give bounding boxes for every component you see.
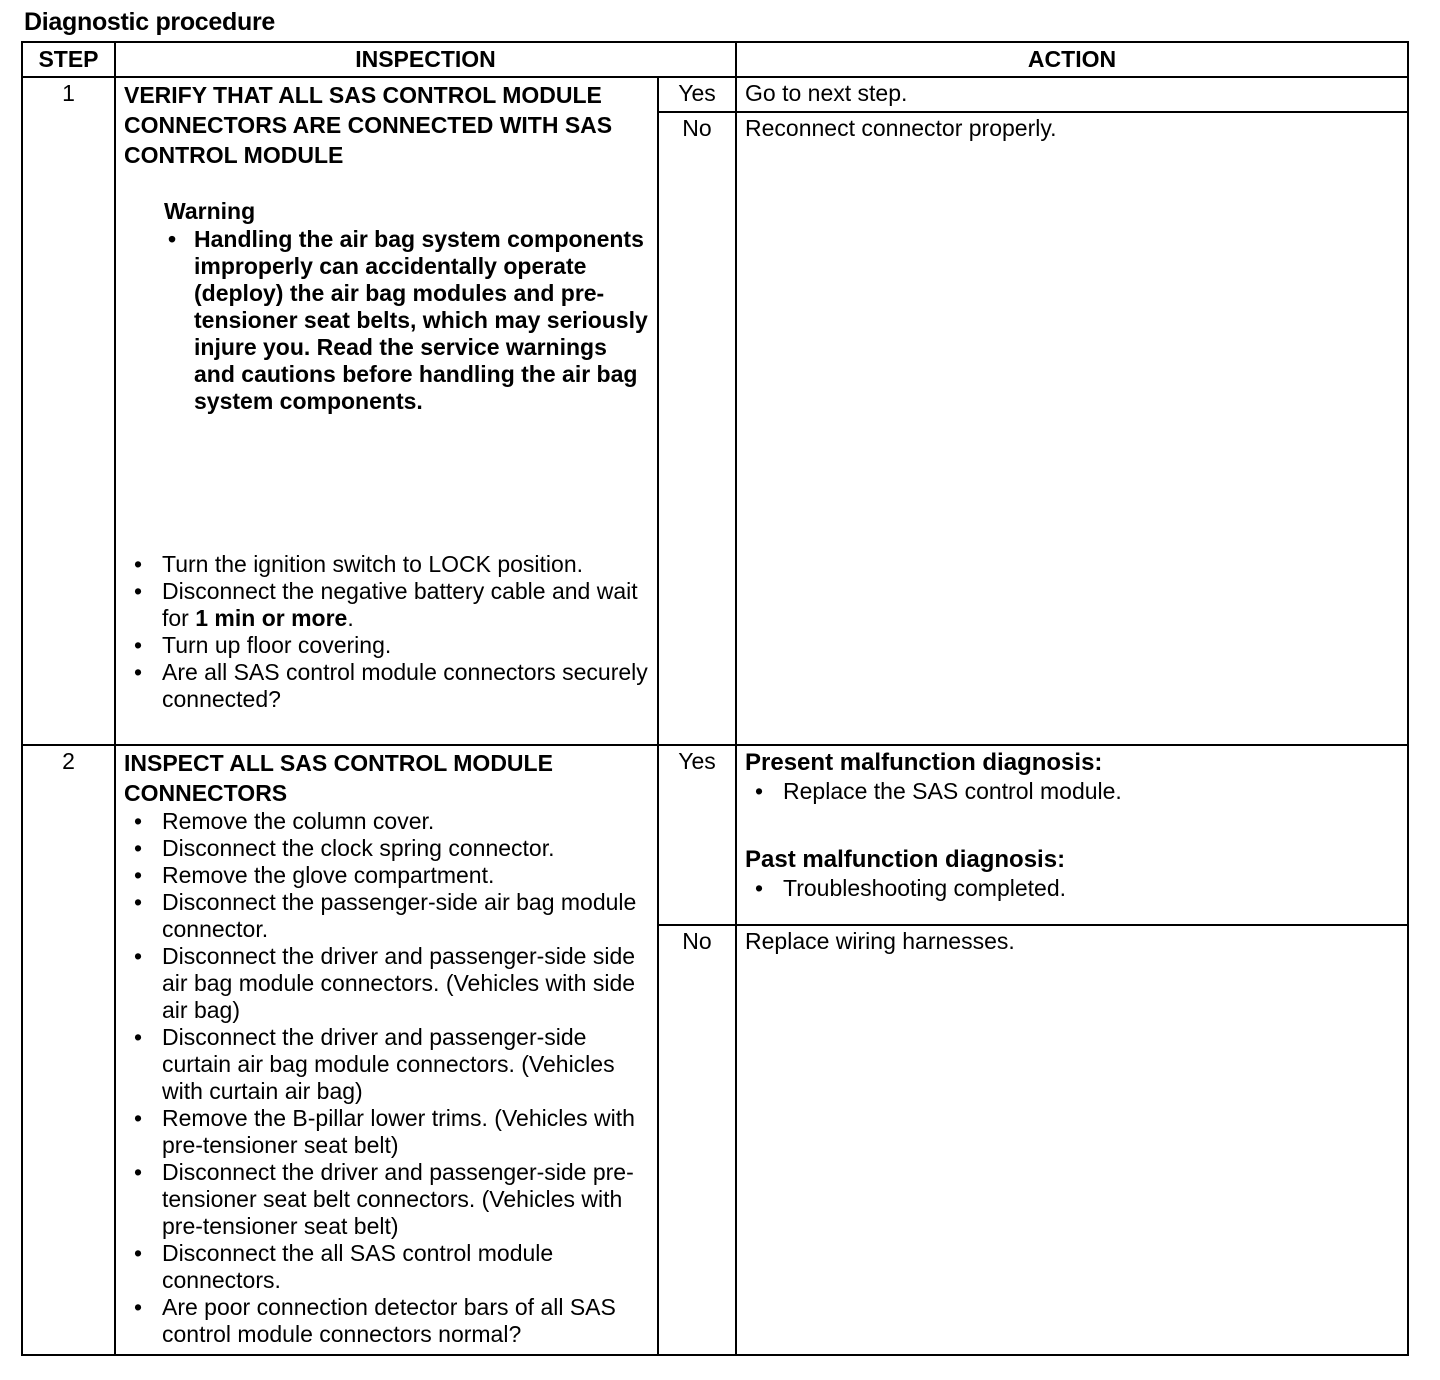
time-emphasis: 1 min or more [195, 605, 348, 631]
step-inspection [115, 745, 658, 1355]
no-label: No [658, 925, 736, 1355]
step-number: 2 [22, 745, 115, 1355]
list-item: • Disconnect the driver and passenger-side pre-tensioner seat belt connectors. (Vehicles with pre-tensioner seat belt) [124, 1159, 649, 1240]
present-diagnosis-heading: Present malfunction diagnosis: [745, 749, 1103, 776]
header-action: ACTION [736, 42, 1408, 77]
list-item: • Disconnect the driver and passenger-side side air bag module connectors. (Vehicles with side air bag) [124, 943, 649, 1024]
past-diagnosis-heading: Past malfunction diagnosis: [745, 846, 1066, 873]
yes-label: Yes [658, 745, 736, 925]
table-header-row [22, 42, 1408, 77]
list-item: • Are all SAS control module connectors securely connected? [124, 659, 649, 713]
warning-item: • Handling the air bag system components improperly can accidentally operate (deploy) the air bag modules and pre-tensioner seat belts, which may seriously injure you. Read the service warnings and cautions before handling the air bag system components. [164, 226, 649, 415]
yes-label: Yes [658, 77, 736, 112]
list-item: • Disconnect the all SAS control module connectors. [124, 1240, 649, 1294]
step-items [124, 551, 649, 713]
step-title: INSPECT ALL SAS CONTROL MODULE CONNECTORS [124, 750, 553, 806]
list-item: • Remove the glove compartment. [124, 862, 649, 889]
diagnostic-table [21, 41, 1409, 1356]
no-label: No [658, 112, 736, 745]
page-title: Diagnostic procedure [24, 8, 275, 36]
step-inspection [115, 77, 658, 745]
list-item: • Turn up floor covering. [124, 632, 649, 659]
yes-action: Go to next step. [736, 77, 1408, 112]
present-diagnosis-item: • Replace the SAS control module. [745, 778, 1399, 805]
no-action: Replace wiring harnesses. [736, 925, 1408, 1355]
list-item: • Disconnect the clock spring connector. [124, 835, 649, 862]
step-items [124, 808, 649, 1348]
step-title: VERIFY THAT ALL SAS CONTROL MODULE CONNECTORS ARE CONNECTED WITH SAS CONTROL MODULE [124, 82, 613, 168]
list-item: • Disconnect the passenger-side air bag module connector. [124, 889, 649, 943]
header-inspection: INSPECTION [115, 42, 736, 77]
header-step: STEP [22, 42, 115, 77]
list-item: • Remove the column cover. [124, 808, 649, 835]
no-action: Reconnect connector properly. [736, 112, 1408, 745]
yes-action [736, 745, 1408, 925]
list-item: • Are poor connection detector bars of all SAS control module connectors normal? [124, 1294, 649, 1348]
table-row [22, 77, 1408, 112]
step-number: 1 [22, 77, 115, 745]
table-row [22, 745, 1408, 925]
list-item: • Disconnect the driver and passenger-side curtain air bag module connectors. (Vehicles with curtain air bag) [124, 1024, 649, 1105]
warning-title: Warning [164, 198, 256, 224]
past-diagnosis-item: • Troubleshooting completed. [745, 875, 1399, 902]
warning-block [164, 196, 649, 415]
list-item: • Disconnect the negative battery cable and wait for 1 min or more. [124, 578, 649, 632]
list-item: • Remove the B-pillar lower trims. (Vehicles with pre-tensioner seat belt) [124, 1105, 649, 1159]
list-item: • Turn the ignition switch to LOCK position. [124, 551, 649, 578]
